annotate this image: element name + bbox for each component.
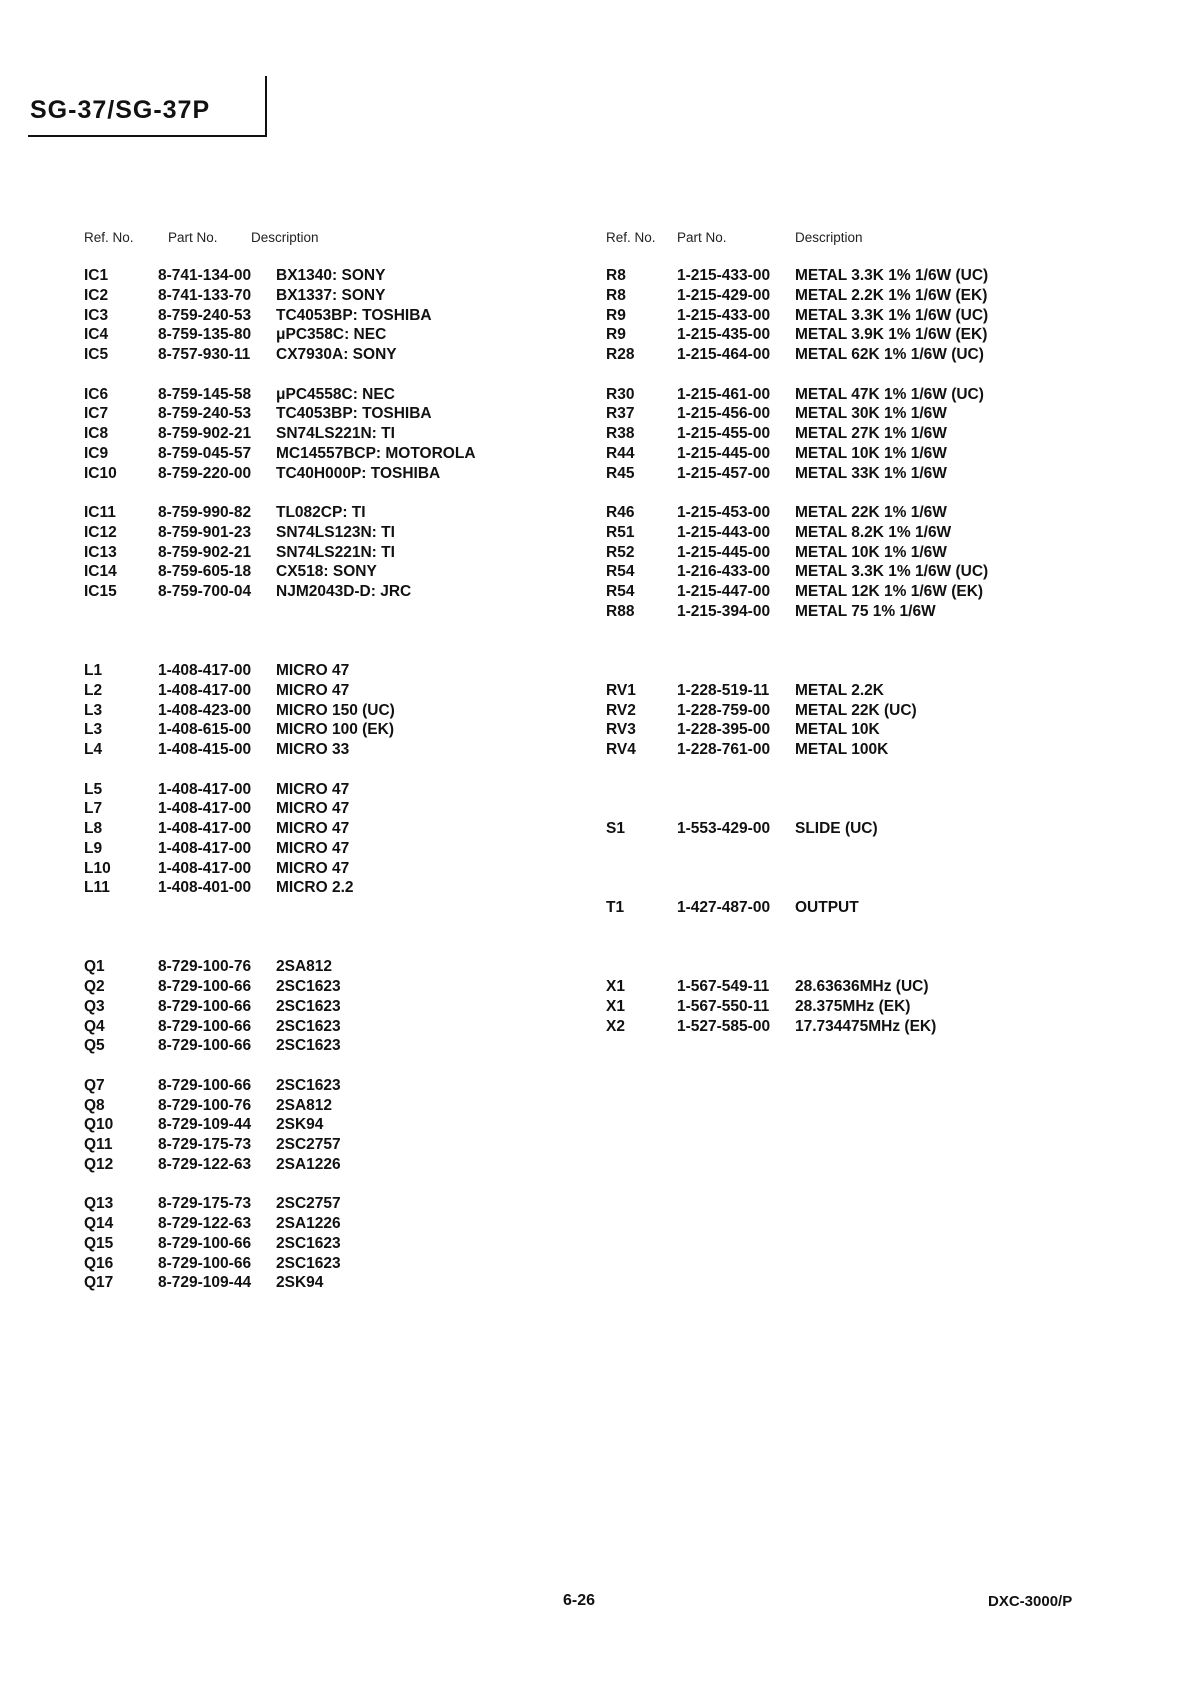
part-no: 1-228-761-00 <box>677 741 771 758</box>
page-title: SG-37/SG-37P <box>30 96 211 124</box>
part-no: 8-729-100-66 <box>158 1076 252 1094</box>
ref-no: R52 <box>606 543 635 561</box>
ref-no: RV1 <box>606 681 636 699</box>
description: 2SC1623 <box>276 978 341 995</box>
ref-no: R8 <box>606 267 626 284</box>
part-no: 8-759-220-00 <box>158 464 252 482</box>
part-no: 1-527-585-00 <box>677 1017 771 1035</box>
ref-no: X1 <box>606 978 625 995</box>
description: METAL 12K 1% 1/6W (EK) <box>795 583 984 600</box>
description: SN74LS123N: TI <box>276 523 395 541</box>
ref-no: Q2 <box>84 978 105 995</box>
ref-no: R44 <box>606 444 635 462</box>
ref-no: Q8 <box>84 1096 105 1114</box>
description: BX1340: SONY <box>276 267 386 284</box>
part-no: 8-759-902-21 <box>158 543 252 561</box>
ref-no: L3 <box>84 701 103 719</box>
description: 2SC1623 <box>276 1076 341 1094</box>
part-no: 8-729-100-76 <box>158 958 252 976</box>
description: 2SC1623 <box>276 1254 341 1272</box>
ref-no: S1 <box>606 820 625 837</box>
ref-no: R30 <box>606 385 635 403</box>
description: METAL 2.2K <box>795 681 884 699</box>
part-no: 8-759-145-58 <box>158 385 252 403</box>
ref-no: R54 <box>606 563 635 581</box>
description: μPC358C: NEC <box>276 326 387 344</box>
description: MICRO 47 <box>276 681 350 699</box>
header-part-no: Part No. <box>677 230 727 245</box>
ref-no: IC11 <box>84 504 116 521</box>
part-no: 1-553-429-00 <box>677 820 771 837</box>
part-no: 8-759-901-23 <box>158 523 252 541</box>
ref-no: Q14 <box>84 1215 114 1232</box>
description: 2SA1226 <box>276 1155 341 1173</box>
description: MICRO 47 <box>276 839 350 857</box>
part-no: 1-567-550-11 <box>677 997 770 1015</box>
description: METAL 10K <box>795 721 880 739</box>
part-no: 1-215-453-00 <box>677 504 771 521</box>
ref-no: IC7 <box>84 405 109 423</box>
part-no: 8-759-605-18 <box>158 563 252 581</box>
ref-no: L5 <box>84 780 103 798</box>
ref-no: X1 <box>606 997 625 1015</box>
part-no: 1-408-417-00 <box>158 820 252 837</box>
part-no: 1-215-429-00 <box>677 286 771 304</box>
description: OUTPUT <box>795 899 859 916</box>
ref-no: IC1 <box>84 267 109 284</box>
description: TC40H000P: TOSHIBA <box>276 464 441 482</box>
header-description: Description <box>251 230 319 245</box>
ref-no: Q13 <box>84 1195 114 1213</box>
description: 2SC1623 <box>276 997 341 1015</box>
model-number: DXC-3000/P <box>988 1593 1073 1610</box>
description: METAL 62K 1% 1/6W (UC) <box>795 346 984 363</box>
part-no: 8-741-134-00 <box>158 267 252 284</box>
description: BX1337: SONY <box>276 286 386 304</box>
description: METAL 3.9K 1% 1/6W (EK) <box>795 326 988 344</box>
part-no: 1-215-443-00 <box>677 523 771 541</box>
part-no: 8-759-990-82 <box>158 504 252 521</box>
description: SLIDE (UC) <box>795 820 878 837</box>
description: 2SC1623 <box>276 1017 341 1035</box>
description: METAL 3.3K 1% 1/6W (UC) <box>795 563 989 581</box>
description: 2SC2757 <box>276 1136 341 1153</box>
part-no: 8-729-122-63 <box>158 1215 252 1232</box>
ref-no: Q12 <box>84 1155 114 1173</box>
description: 17.734475MHz (EK) <box>795 1017 937 1035</box>
ref-no: Q15 <box>84 1234 114 1252</box>
description: MICRO 47 <box>276 820 350 837</box>
part-no: 1-427-487-00 <box>677 899 771 916</box>
part-no: 1-215-457-00 <box>677 464 771 482</box>
description: 2SC1623 <box>276 1234 341 1252</box>
description: 2SA812 <box>276 958 333 976</box>
part-no: 1-408-417-00 <box>158 800 252 818</box>
ref-no: IC6 <box>84 385 109 403</box>
part-no: 8-729-100-66 <box>158 978 252 995</box>
part-no: 8-759-902-21 <box>158 425 252 442</box>
description: MICRO 2.2 <box>276 879 354 897</box>
part-no: 8-729-175-73 <box>158 1136 252 1153</box>
description: METAL 75 1% 1/6W <box>795 602 936 620</box>
ref-no: R28 <box>606 346 635 363</box>
part-no: 8-759-700-04 <box>158 583 252 600</box>
part-no: 1-408-417-00 <box>158 681 252 699</box>
part-no: 1-408-423-00 <box>158 701 252 719</box>
description: METAL 22K (UC) <box>795 701 917 719</box>
part-no: 8-729-100-66 <box>158 1254 252 1272</box>
description: METAL 3.3K 1% 1/6W (UC) <box>795 267 989 284</box>
ref-no: Q17 <box>84 1274 114 1292</box>
part-no: 1-408-417-00 <box>158 839 252 857</box>
description: TC4053BP: TOSHIBA <box>276 405 432 423</box>
ref-no: L4 <box>84 741 103 758</box>
part-no: 1-408-615-00 <box>158 721 252 739</box>
ref-no: L10 <box>84 859 111 877</box>
ref-no: R51 <box>606 523 635 541</box>
description: CX518: SONY <box>276 563 377 581</box>
part-no: 1-215-433-00 <box>677 306 771 324</box>
part-no: 1-215-445-00 <box>677 543 771 561</box>
description: METAL 3.3K 1% 1/6W (UC) <box>795 306 989 324</box>
description: METAL 10K 1% 1/6W <box>795 543 947 561</box>
description: MICRO 47 <box>276 780 350 798</box>
part-no: 1-228-759-00 <box>677 701 771 719</box>
description: METAL 47K 1% 1/6W (UC) <box>795 385 984 403</box>
description: 2SA1226 <box>276 1215 341 1232</box>
header-part-no: Part No. <box>168 230 218 245</box>
ref-no: IC12 <box>84 523 117 541</box>
ref-no: Q4 <box>84 1017 105 1035</box>
part-no: 8-729-109-44 <box>158 1116 252 1134</box>
description: 28.63636MHz (UC) <box>795 978 929 995</box>
header-description: Description <box>795 230 863 245</box>
ref-no: IC5 <box>84 346 109 363</box>
ref-no: R38 <box>606 425 635 442</box>
part-no: 1-408-401-00 <box>158 879 252 897</box>
description: 2SC1623 <box>276 1037 341 1055</box>
part-no: 1-215-435-00 <box>677 326 771 344</box>
part-no: 1-228-395-00 <box>677 721 771 739</box>
description: MICRO 100 (EK) <box>276 721 394 739</box>
description: 28.375MHz (EK) <box>795 997 911 1015</box>
part-no: 8-729-100-66 <box>158 1017 252 1035</box>
part-no: 8-729-100-76 <box>158 1096 252 1114</box>
page-number: 6-26 <box>563 1592 596 1609</box>
ref-no: RV3 <box>606 721 636 739</box>
description: 2SK94 <box>276 1274 324 1292</box>
part-no: 1-216-433-00 <box>677 563 771 581</box>
ref-no: R9 <box>606 306 626 324</box>
part-no: 8-759-135-80 <box>158 326 252 344</box>
part-no: 1-215-464-00 <box>677 346 771 363</box>
part-no: 8-729-100-66 <box>158 997 252 1015</box>
part-no: 1-408-417-00 <box>158 662 252 679</box>
ref-no: T1 <box>606 899 625 916</box>
ref-no: R46 <box>606 504 635 521</box>
description: METAL 2.2K 1% 1/6W (EK) <box>795 286 988 304</box>
title-underline <box>28 135 267 137</box>
description: SN74LS221N: TI <box>276 425 395 442</box>
ref-no: RV2 <box>606 701 636 719</box>
part-no: 8-759-240-53 <box>158 306 252 324</box>
part-no: 8-729-100-66 <box>158 1037 252 1055</box>
ref-no: L3 <box>84 721 103 739</box>
ref-no: IC15 <box>84 583 117 600</box>
part-no: 1-215-447-00 <box>677 583 771 600</box>
description: METAL 100K <box>795 741 889 758</box>
part-no: 8-729-109-44 <box>158 1274 252 1292</box>
ref-no: Q1 <box>84 958 105 976</box>
part-no: 1-408-415-00 <box>158 741 252 758</box>
part-no: 1-215-456-00 <box>677 405 771 423</box>
description: 2SC2757 <box>276 1195 341 1213</box>
part-no: 1-408-417-00 <box>158 780 252 798</box>
part-no: 8-729-175-73 <box>158 1195 252 1213</box>
ref-no: IC4 <box>84 326 109 344</box>
ref-no: IC13 <box>84 543 117 561</box>
ref-no: R9 <box>606 326 626 344</box>
ref-no: Q5 <box>84 1037 105 1055</box>
ref-no: L2 <box>84 681 103 699</box>
description: MICRO 47 <box>276 662 350 679</box>
description: METAL 10K 1% 1/6W <box>795 444 947 462</box>
ref-no: R45 <box>606 464 635 482</box>
ref-no: R37 <box>606 405 635 423</box>
part-no: 1-215-433-00 <box>677 267 771 284</box>
ref-no: X2 <box>606 1017 625 1035</box>
part-no: 1-228-519-11 <box>677 681 770 699</box>
ref-no: IC14 <box>84 563 117 581</box>
ref-no: R88 <box>606 602 635 620</box>
ref-no: Q10 <box>84 1116 114 1134</box>
part-no: 1-215-445-00 <box>677 444 771 462</box>
ref-no: L1 <box>84 662 103 679</box>
description: MC14557BCP: MOTOROLA <box>276 444 476 462</box>
ref-no: L8 <box>84 820 103 837</box>
description: MICRO 47 <box>276 859 350 877</box>
part-no: 8-759-045-57 <box>158 444 252 462</box>
description: METAL 8.2K 1% 1/6W <box>795 523 952 541</box>
description: 2SA812 <box>276 1096 333 1114</box>
part-no: 1-567-549-11 <box>677 978 770 995</box>
description: TC4053BP: TOSHIBA <box>276 306 432 324</box>
description: METAL 33K 1% 1/6W <box>795 464 947 482</box>
header-ref-no: Ref. No. <box>606 230 656 245</box>
part-no: 8-729-122-63 <box>158 1155 252 1173</box>
description: MICRO 47 <box>276 800 350 818</box>
part-no: 8-759-240-53 <box>158 405 252 423</box>
ref-no: L9 <box>84 839 103 857</box>
ref-no: L11 <box>84 879 110 897</box>
header-ref-no: Ref. No. <box>84 230 134 245</box>
description: METAL 22K 1% 1/6W <box>795 504 947 521</box>
ref-no: Q16 <box>84 1254 114 1272</box>
part-no: 8-757-930-11 <box>158 346 251 363</box>
ref-no: Q3 <box>84 997 105 1015</box>
description: 2SK94 <box>276 1116 324 1134</box>
description: MICRO 33 <box>276 741 350 758</box>
part-no: 8-729-100-66 <box>158 1234 252 1252</box>
description: MICRO 150 (UC) <box>276 701 395 719</box>
description: μPC4558C: NEC <box>276 385 395 403</box>
ref-no: IC9 <box>84 444 109 462</box>
ref-no: Q11 <box>84 1136 113 1153</box>
ref-no: IC8 <box>84 425 109 442</box>
ref-no: Q7 <box>84 1076 105 1094</box>
description: METAL 30K 1% 1/6W <box>795 405 947 423</box>
description: TL082CP: TI <box>276 504 366 521</box>
ref-no: IC10 <box>84 464 117 482</box>
description: NJM2043D-D: JRC <box>276 583 412 600</box>
description: CX7930A: SONY <box>276 346 397 363</box>
ref-no: IC3 <box>84 306 109 324</box>
part-no: 1-408-417-00 <box>158 859 252 877</box>
ref-no: R54 <box>606 583 635 600</box>
description: SN74LS221N: TI <box>276 543 395 561</box>
ref-no: RV4 <box>606 741 636 758</box>
part-no: 8-741-133-70 <box>158 286 252 304</box>
part-no: 1-215-455-00 <box>677 425 771 442</box>
part-no: 1-215-461-00 <box>677 385 771 403</box>
ref-no: L7 <box>84 800 103 818</box>
title-divider <box>265 76 267 137</box>
description: METAL 27K 1% 1/6W <box>795 425 947 442</box>
part-no: 1-215-394-00 <box>677 602 771 620</box>
ref-no: IC2 <box>84 286 109 304</box>
ref-no: R8 <box>606 286 626 304</box>
